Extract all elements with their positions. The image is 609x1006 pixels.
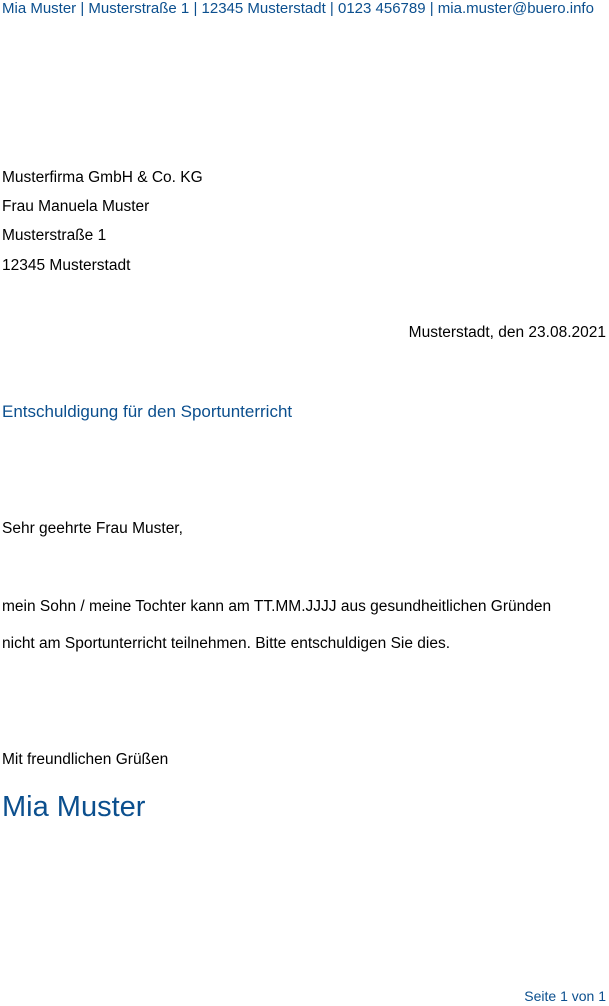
letter-body-line-2: nicht am Sportunterricht teilnehmen. Bitte entschuldigen Sie dies. [2,635,451,652]
recipient-name: Frau Manuela Muster [2,198,150,215]
recipient-company: Musterfirma GmbH & Co. KG [2,169,203,186]
letter-salutation: Sehr geehrte Frau Muster, [2,520,183,537]
recipient-street: Musterstraße 1 [2,227,107,244]
page-number: Seite 1 von 1 [524,988,606,1004]
letter-date: Musterstadt, den 23.08.2021 [408,324,606,341]
sender-header-line: Mia Muster | Musterstraße 1 | 12345 Musterstadt | 0123 456789 | mia.muster@buero.info [2,0,594,17]
signature-name: Mia Muster [2,791,146,823]
letter-closing: Mit freundlichen Grüßen [2,751,169,768]
recipient-city: 12345 Musterstadt [2,257,131,274]
letter-body-line-1: mein Sohn / meine Tochter kann am TT.MM.JJJJ aus gesundheitlichen Gründen [2,598,552,615]
letter-subject: Entschuldigung für den Sportunterricht [2,402,293,421]
